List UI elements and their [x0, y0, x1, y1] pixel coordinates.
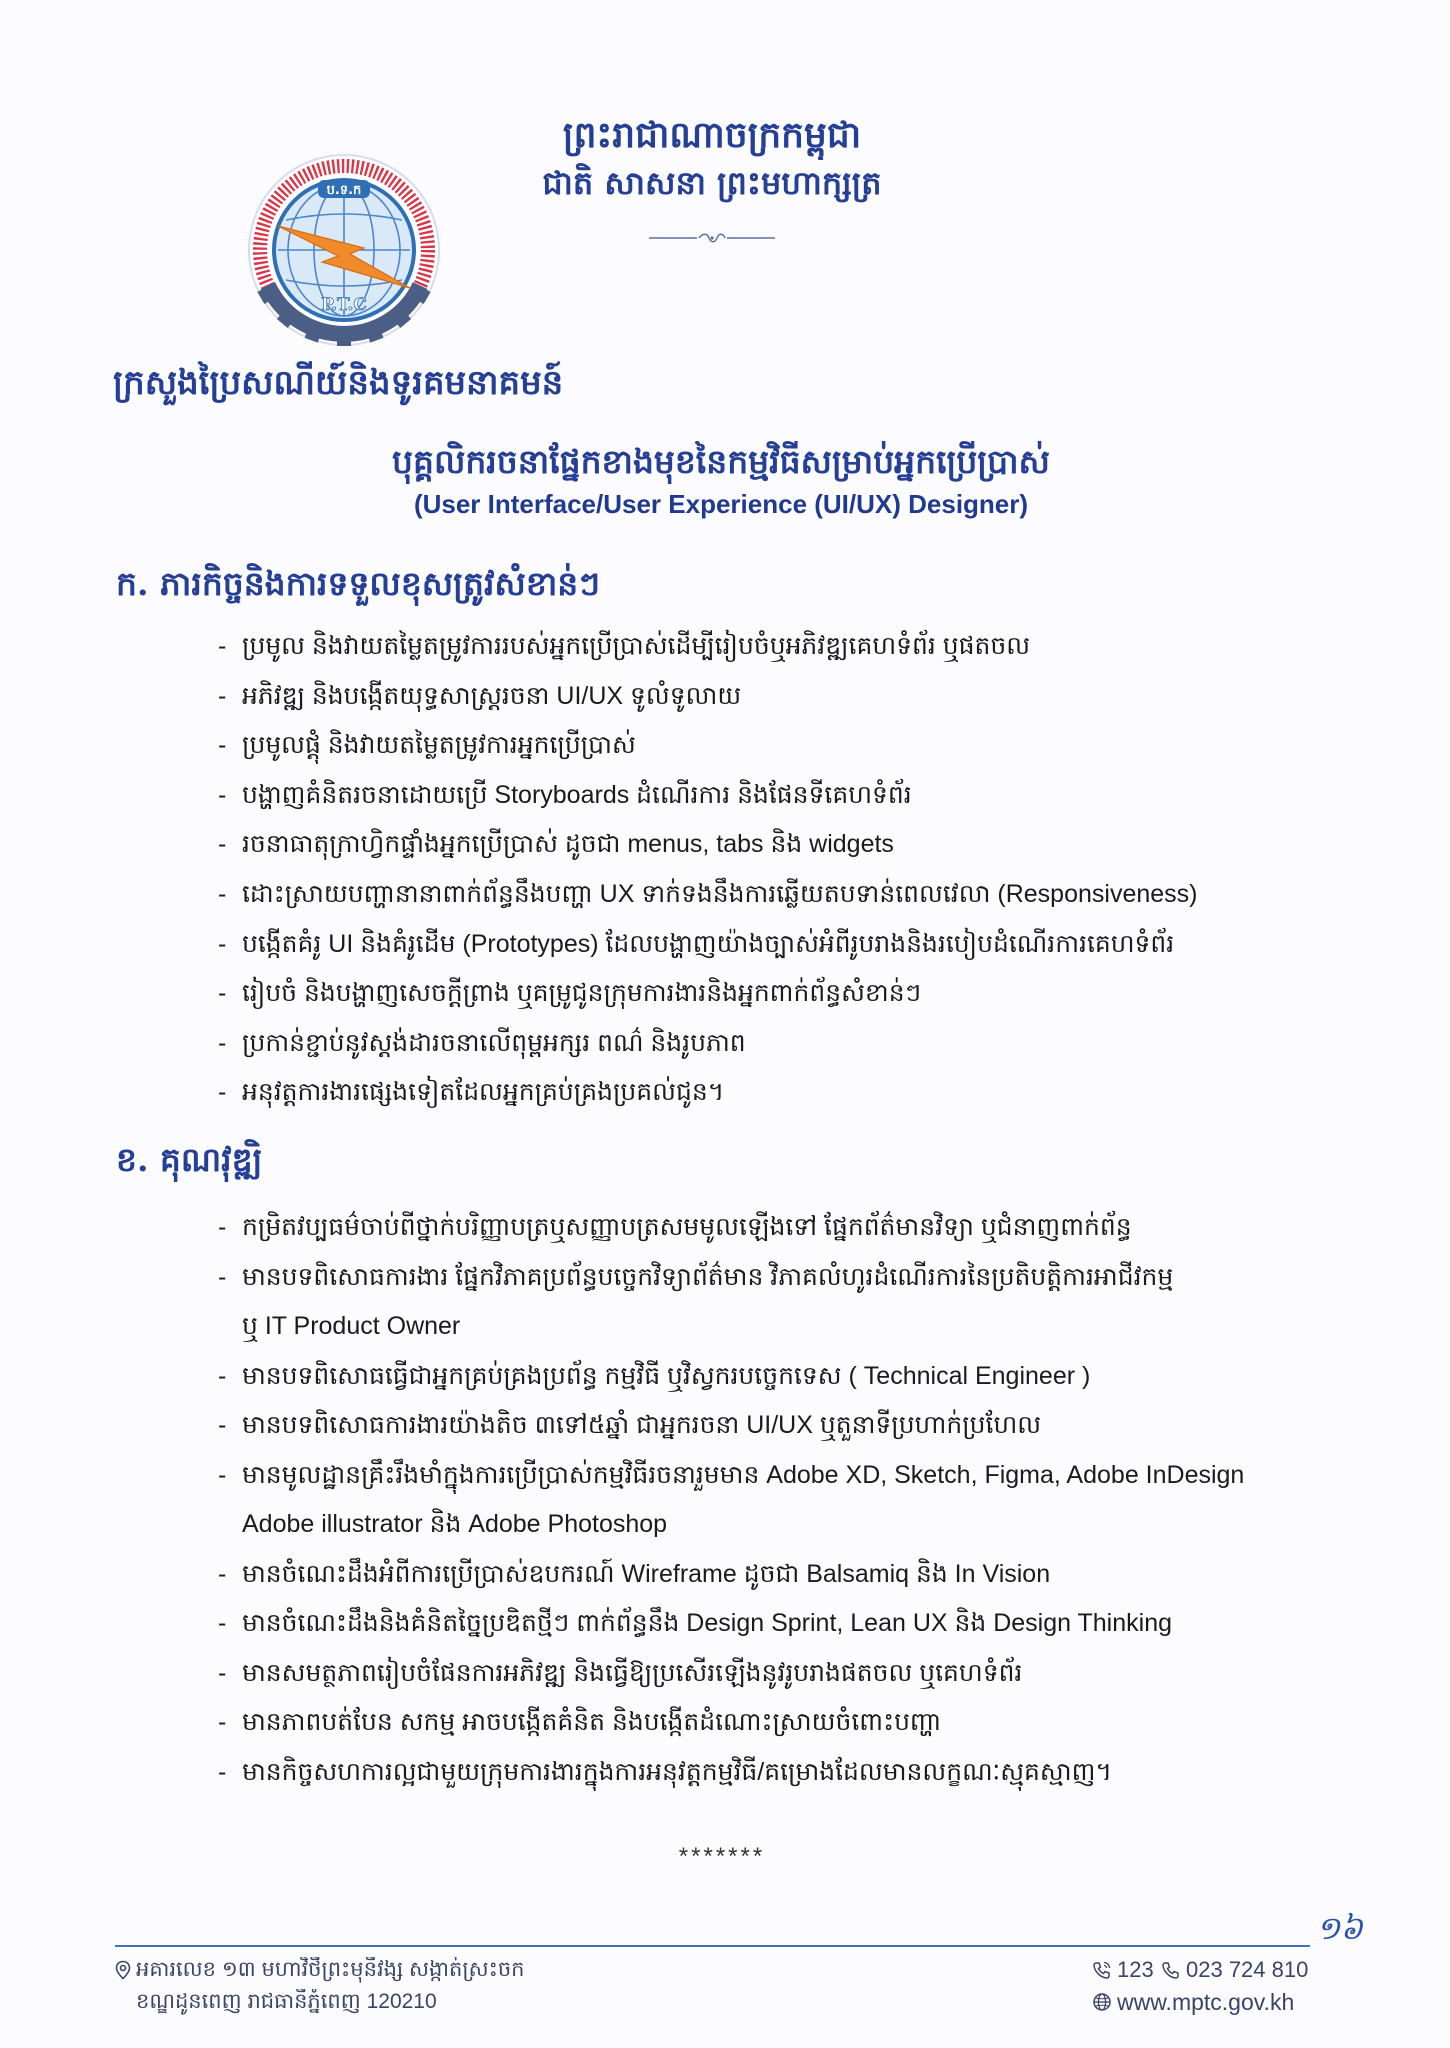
list-item-text: មានចំណេះដឹងនិងគំនិតច្នៃប្រឌិតថ្មីៗ ពាក់ព័ន្ធនឹង Design Sprint, Lean UX និង Design Thinking	[242, 1609, 1173, 1637]
list-bullet: -	[218, 1609, 227, 1637]
section-heading-responsibilities: ក. ភារកិច្ចនិងការទទួលខុសត្រូវសំខាន់ៗ	[116, 564, 600, 603]
address-line-2: ខណ្ឌដូនពេញ រាជធានីភ្នំពេញ 120210	[136, 1990, 437, 2013]
list-bullet: -	[218, 830, 227, 859]
list-item-text: កម្រិតវប្បធម៌ចាប់ពីថ្នាក់បរិញ្ញាបត្រឬសញ្ញាបត្រសមមូលឡើងទៅ ផ្នែកព័ត៌មានវិទ្យា ឬជំនាញពាក់ព័ន្ធ	[242, 1213, 1132, 1241]
list-bullet: -	[218, 632, 227, 660]
list-item	[218, 870, 1330, 920]
list-item-text: មានសមត្ថភាពរៀបចំផែនការអភិវឌ្ឍ និងធ្វើឱ្យប្រសើរឡើងនូវរូបរាងផតចល ឬគេហទំព័រ	[242, 1658, 1023, 1687]
list-item	[218, 1748, 1330, 1798]
list-bullet: -	[218, 929, 227, 958]
list-bullet: -	[218, 979, 227, 1008]
list-item-text: បង្ហាញគំនិតរចនាដោយប្រើ Storyboards ដំណើរការ និងផែនទីគេហទំព័រ	[242, 780, 912, 809]
list-item-text: មានបទពិសោធធ្វើជាអ្នកគ្រប់គ្រងប្រព័ន្ធ កម្មវិធី ឬវិស្វករបច្ចេកទេស ( Technical Engineer )	[242, 1361, 1091, 1390]
list-item	[218, 622, 1330, 672]
list-item	[218, 1068, 1330, 1118]
ornament-divider	[647, 231, 777, 245]
list-item-text: ប្រមូល និងវាយតម្លៃតម្រូវការរបស់អ្នកប្រើប្រាស់ដើម្បីរៀបចំឬអភិវឌ្ឍគេហទំព័រ ឬផតចល	[242, 632, 1031, 660]
globe-icon	[1092, 1992, 1112, 2012]
location-pin-icon	[113, 1960, 133, 1980]
list-item	[218, 1253, 1330, 1352]
list-item	[218, 1019, 1330, 1069]
website-url: www.mptc.gov.kh	[1117, 1989, 1295, 2015]
list-item	[218, 1352, 1330, 1402]
ministry-logo	[244, 150, 444, 350]
list-bullet: -	[218, 1411, 227, 1439]
list-item	[218, 1599, 1330, 1649]
list-bullet: -	[218, 1213, 227, 1241]
list-bullet: -	[218, 731, 227, 760]
list-bullet: -	[218, 1559, 227, 1588]
list-item-text-continued: Adobe illustrator និង Adobe Photoshop	[242, 1510, 668, 1538]
list-bullet: -	[218, 1460, 227, 1489]
list-item-text: មានមូលដ្ឋានគ្រឹះរឹងមាំក្នុងការប្រើប្រាស់កម្មវិធីរចនារួមមាន Adobe XD, Sketch, Figma, Adobe InDesign	[242, 1460, 1245, 1489]
list-item	[218, 1550, 1330, 1600]
list-item-text: មានភាពបត់បែន សកម្ម អាចបង្កើតគំនិត និងបង្កើតដំណោះស្រាយចំពោះបញ្ហា	[242, 1708, 942, 1736]
list-bullet: -	[218, 681, 227, 710]
hotline-number: 123	[1117, 1957, 1154, 1982]
list-item-text: មានបទពិសោធការងារ ផ្នែកវិភាគប្រព័ន្ធបច្ចេកវិទ្យាព័ត៌មាន វិភាគលំហូរដំណើរការនៃប្រតិបត្តិការអាជីវកម្ម	[242, 1262, 1174, 1291]
footer-divider	[115, 1945, 1310, 1947]
hotline-phone-icon	[1092, 1960, 1112, 1980]
list-item	[218, 1649, 1330, 1699]
list-bullet: -	[218, 1757, 227, 1786]
job-title-english: (User Interface/User Experience (UI/UX) Designer)	[413, 489, 1029, 519]
list-item	[218, 1203, 1330, 1253]
list-bullet: -	[218, 1708, 227, 1736]
job-title-khmer: បុគ្គលិករចនាផ្នែកខាងមុខនៃកម្មវិធីសម្រាប់អ្នកប្រើប្រាស់	[392, 442, 1050, 481]
list-item-text: រចនាធាតុក្រាហ្វិកផ្ទាំងអ្នកប្រើប្រាស់ ដូចជា menus, tabs និង widgets	[242, 830, 894, 859]
list-item-text: បង្កើតគំរូ UI និងគំរូដើម (Prototypes) ដែលបង្ហាញយ៉ាងច្បាស់អំពីរូបរាងនិងរបៀបដំណើរការគេហទំព័រ	[242, 929, 1175, 958]
phone-number: 023 724 810	[1186, 1957, 1309, 1982]
list-item	[218, 820, 1330, 870]
list-bullet: -	[218, 1361, 227, 1390]
kingdom-title: ព្រះរាជាណាចក្រកម្ពុជា	[562, 114, 862, 156]
list-item-text: អភិវឌ្ឍ និងបង្កើតយុទ្ធសាស្ត្ររចនា UI/UX ទូលំទូលាយ	[242, 681, 742, 710]
list-item-text: មានបទពិសោធការងារយ៉ាងតិច ៣ទៅ៥ឆ្នាំ ជាអ្នករចនា UI/UX ឬតួនាទីប្រហាក់ប្រហែល	[242, 1411, 1042, 1439]
logo-bottom-text: P.T.C	[321, 295, 367, 315]
list-item-text: ប្រកាន់ខ្ជាប់នូវស្តង់ដារចនាលើពុម្ពអក្សរ ពណ៌ និងរូបភាព	[242, 1028, 746, 1057]
list-item-text: មានចំណេះដឹងអំពីការប្រើប្រាស់ឧបករណ៍ Wireframe ដូចជា Balsamiq និង In Vision	[242, 1559, 1051, 1588]
list-item-text: មានកិច្ចសហការល្អជាមួយក្រុមការងារក្នុងការអនុវត្តកម្មវិធី/គម្រោងដែលមានលក្ខណៈស្មុគស្មាញ។	[242, 1757, 1112, 1786]
list-item-text-continued: ឬ IT Product Owner	[242, 1312, 461, 1340]
qualifications-list	[218, 1203, 1330, 1797]
phone-icon	[1161, 1960, 1181, 1980]
responsibilities-list	[218, 622, 1330, 1118]
ministry-name: ក្រសួងប្រៃសណីយ៍និងទូរគមនាគមន៍	[113, 363, 564, 403]
logo-top-text: ប.ទ.ក	[326, 183, 362, 198]
list-item	[218, 969, 1330, 1019]
list-item	[218, 672, 1330, 722]
list-item-text: អនុវត្តការងារផ្សេងទៀតដែលអ្នកគ្រប់គ្រងប្រគល់ជូន។	[242, 1078, 725, 1107]
list-bullet: -	[218, 1078, 227, 1107]
list-item	[218, 920, 1330, 970]
list-bullet: -	[218, 1028, 227, 1057]
list-bullet: -	[218, 1658, 227, 1687]
list-bullet: -	[218, 879, 227, 908]
list-item	[218, 771, 1330, 821]
list-item	[218, 721, 1330, 771]
end-separator: *******	[678, 1843, 766, 1870]
list-item-text: ដោះស្រាយបញ្ហានានាពាក់ព័ន្ធនឹងបញ្ហា UX ទាក់ទងនឹងការឆ្លើយតបទាន់ពេលវេលា (Responsiveness)	[242, 879, 1198, 908]
list-bullet: -	[218, 1262, 227, 1291]
list-bullet: -	[218, 780, 227, 809]
list-item-text: ប្រមូលផ្តុំ និងវាយតម្លៃតម្រូវការអ្នកប្រើប្រាស់	[242, 731, 636, 760]
national-motto: ជាតិ សាសនា ព្រះមហាក្សត្រ	[542, 164, 882, 202]
list-item	[218, 1451, 1330, 1550]
list-item-text: រៀបចំ និងបង្ហាញសេចក្តីព្រាង ឬគម្រូជូនក្រុមការងារនិងអ្នកពាក់ព័ន្ធសំខាន់ៗ	[242, 979, 922, 1008]
section-heading-qualifications: ខ. គុណវុឌ្ឍិ	[116, 1140, 263, 1179]
list-item	[218, 1698, 1330, 1748]
address-line-1: អគារលេខ ១៣ មហាវិថីព្រះមុនីវង្ស សង្កាត់ស្រះចក	[136, 1958, 525, 1981]
page-number: ១៦	[1316, 1910, 1363, 1946]
list-item	[218, 1401, 1330, 1451]
